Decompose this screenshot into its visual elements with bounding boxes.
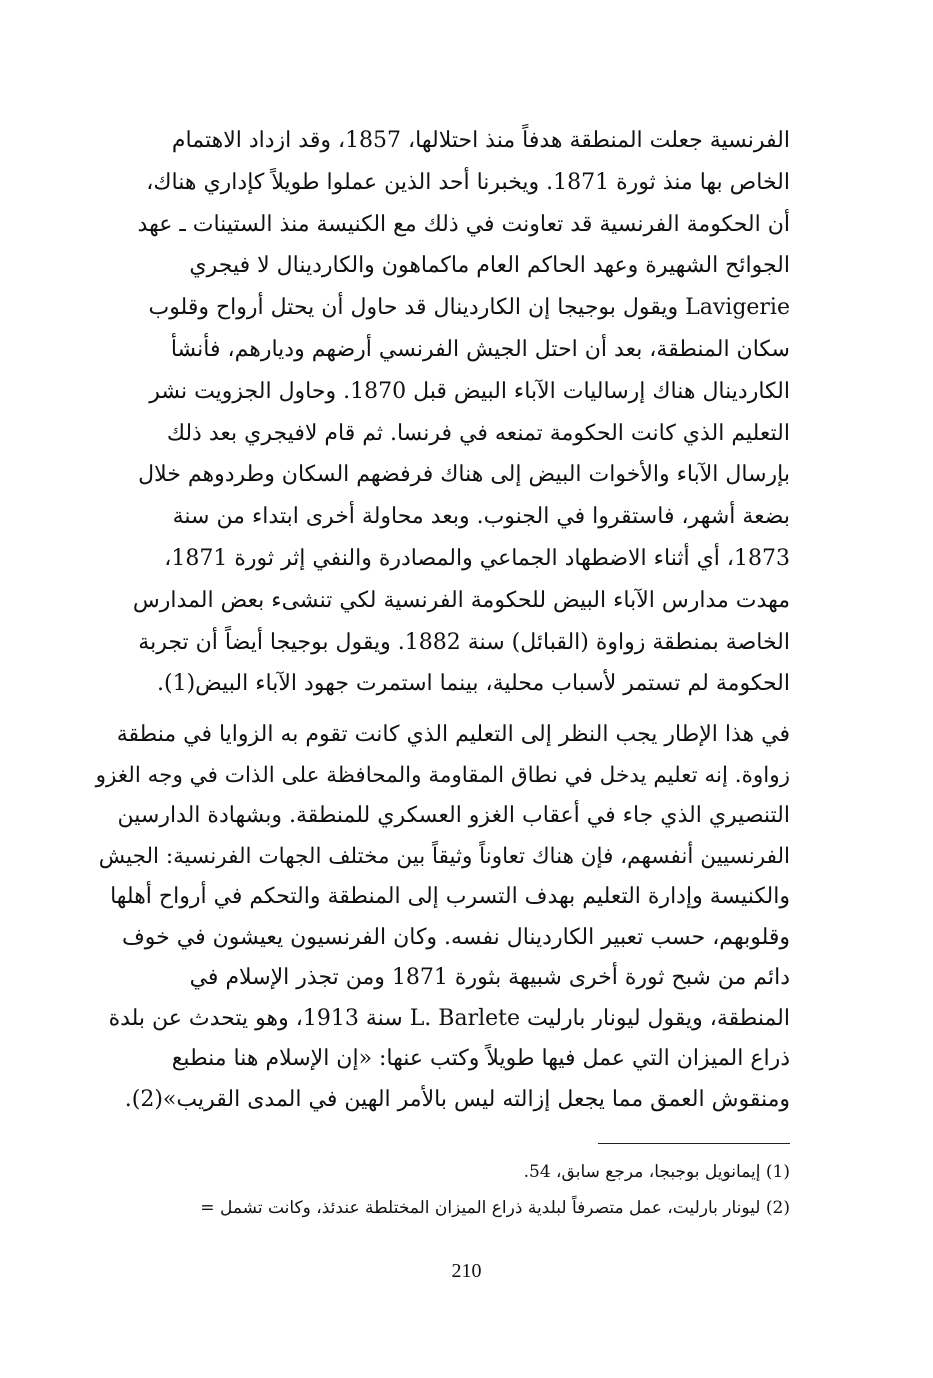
text-line: 1873، أي أثناء الاضطهاد الجماعي والمصادرة والنفي إثر ثورة 1871، [164, 545, 790, 571]
text-line: التعليم الذي كانت الحكومة تمنعه في فرنسا. ثم قام لافيجري بعد ذلك [166, 420, 790, 446]
text-line: المنطقة، ويقول ليونار بارليت L. Barlete سنة 1913، وهو يتحدث عن بلدة [108, 1005, 790, 1031]
text-line: في هذا الإطار يجب النظر إلى التعليم الذي كانت تقوم به الزوايا في منطقة [116, 722, 790, 747]
text-line: الفرنسيين أنفسهم، فإن هناك تعاوناً وثيقاً بين مختلف الجهات الفرنسية: الجيش [98, 843, 790, 869]
text-line: ومنقوش العمق مما يجعل إزالته ليس بالأمر الهين في المدى القريب»(2). [124, 1086, 790, 1112]
text-line: دائم من شبح ثورة أخرى شبيهة بثورة 1871 ومن تجذر الإسلام في [189, 965, 790, 990]
footnote-1: (1) إيمانويل بوجبجا، مرجع سابق، 54. [523, 1162, 790, 1182]
text-line: الجوائح الشهيرة وعهد الحاكم العام ماكماهون والكاردينال لا فيجري [189, 253, 790, 279]
text-line: أن الحكومة الفرنسية قد تعاونت في ذلك مع الكنيسة منذ الستينات ـ عهد [137, 211, 790, 237]
text-line: الخاص بها منذ ثورة 1871. ويخبرنا أحد الذين عملوا طويلاً كإداري هناك، [146, 169, 790, 195]
text-line: ذراع الميزان التي عمل فيها طويلاً وكتب عنها: «إن الإسلام هنا منطبع [171, 1046, 790, 1071]
text-line: مهدت مدارس الآباء البيض للحكومة الفرنسية لكي تنشىء بعض المدارس [132, 587, 790, 613]
text-line: بإرسال الآباء والأخوات البيض إلى هناك فرفضهم السكان وطردوهم خلال [138, 462, 790, 488]
page-number: 210 [451, 1260, 482, 1282]
text-line: زواوة. إنه تعليم يدخل في نطاق المقاومة والمحافظة على الذات في وجه الغزو [95, 762, 790, 788]
paragraph-1 [92, 120, 790, 705]
text-line: الفرنسية جعلت المنطقة هدفاً منذ احتلالها، 1857، وقد ازداد الاهتمام [171, 128, 790, 153]
text-line: سكان المنطقة، بعد أن احتل الجيش الفرنسي أرضهم وديارهم، فأنشأ [170, 336, 790, 362]
text-line: الكاردينال هناك إرساليات الآباء البيض قبل 1870. وحاول الجزويت نشر [149, 378, 790, 404]
footnote-separator [598, 1143, 790, 1144]
footnote-2: (2) ليونار بارليت، عمل متصرفاً لبلدية ذراع الميزان المختلطة عندئذ، وكانت تشمل = [200, 1198, 790, 1218]
text-line: وقلوبهم، حسب تعبير الكاردينال نفسه. وكان الفرنسيون يعيشون في خوف [121, 924, 790, 950]
paragraph-2 [92, 715, 790, 1120]
footnotes [92, 1154, 790, 1226]
text-line: Lavigerie ويقول بوجيجا إن الكاردينال قد حاول أن يحتل أرواح وقلوب [148, 295, 790, 321]
text-line: الخاصة بمنطقة زواوة (القبائل) سنة 1882. ويقول بوجيجا أيضاً أن تجربة [138, 629, 790, 655]
text-line: التنصيري الذي جاء في أعقاب الغزو العسكري للمنطقة. وبشهادة الدارسين [117, 803, 790, 828]
text-line: والكنيسة وإدارة التعليم بهدف التسرب إلى المنطقة والتحكم في أرواح أهلها [110, 884, 790, 909]
text-line: بضعة أشهر، فاستقروا في الجنوب. وبعد محاولة أخرى ابتداء من سنة [172, 504, 790, 530]
text-line: الحكومة لم تستمر لأسباب محلية، بينما استمرت جهود الآباء البيض(1). [157, 671, 790, 697]
